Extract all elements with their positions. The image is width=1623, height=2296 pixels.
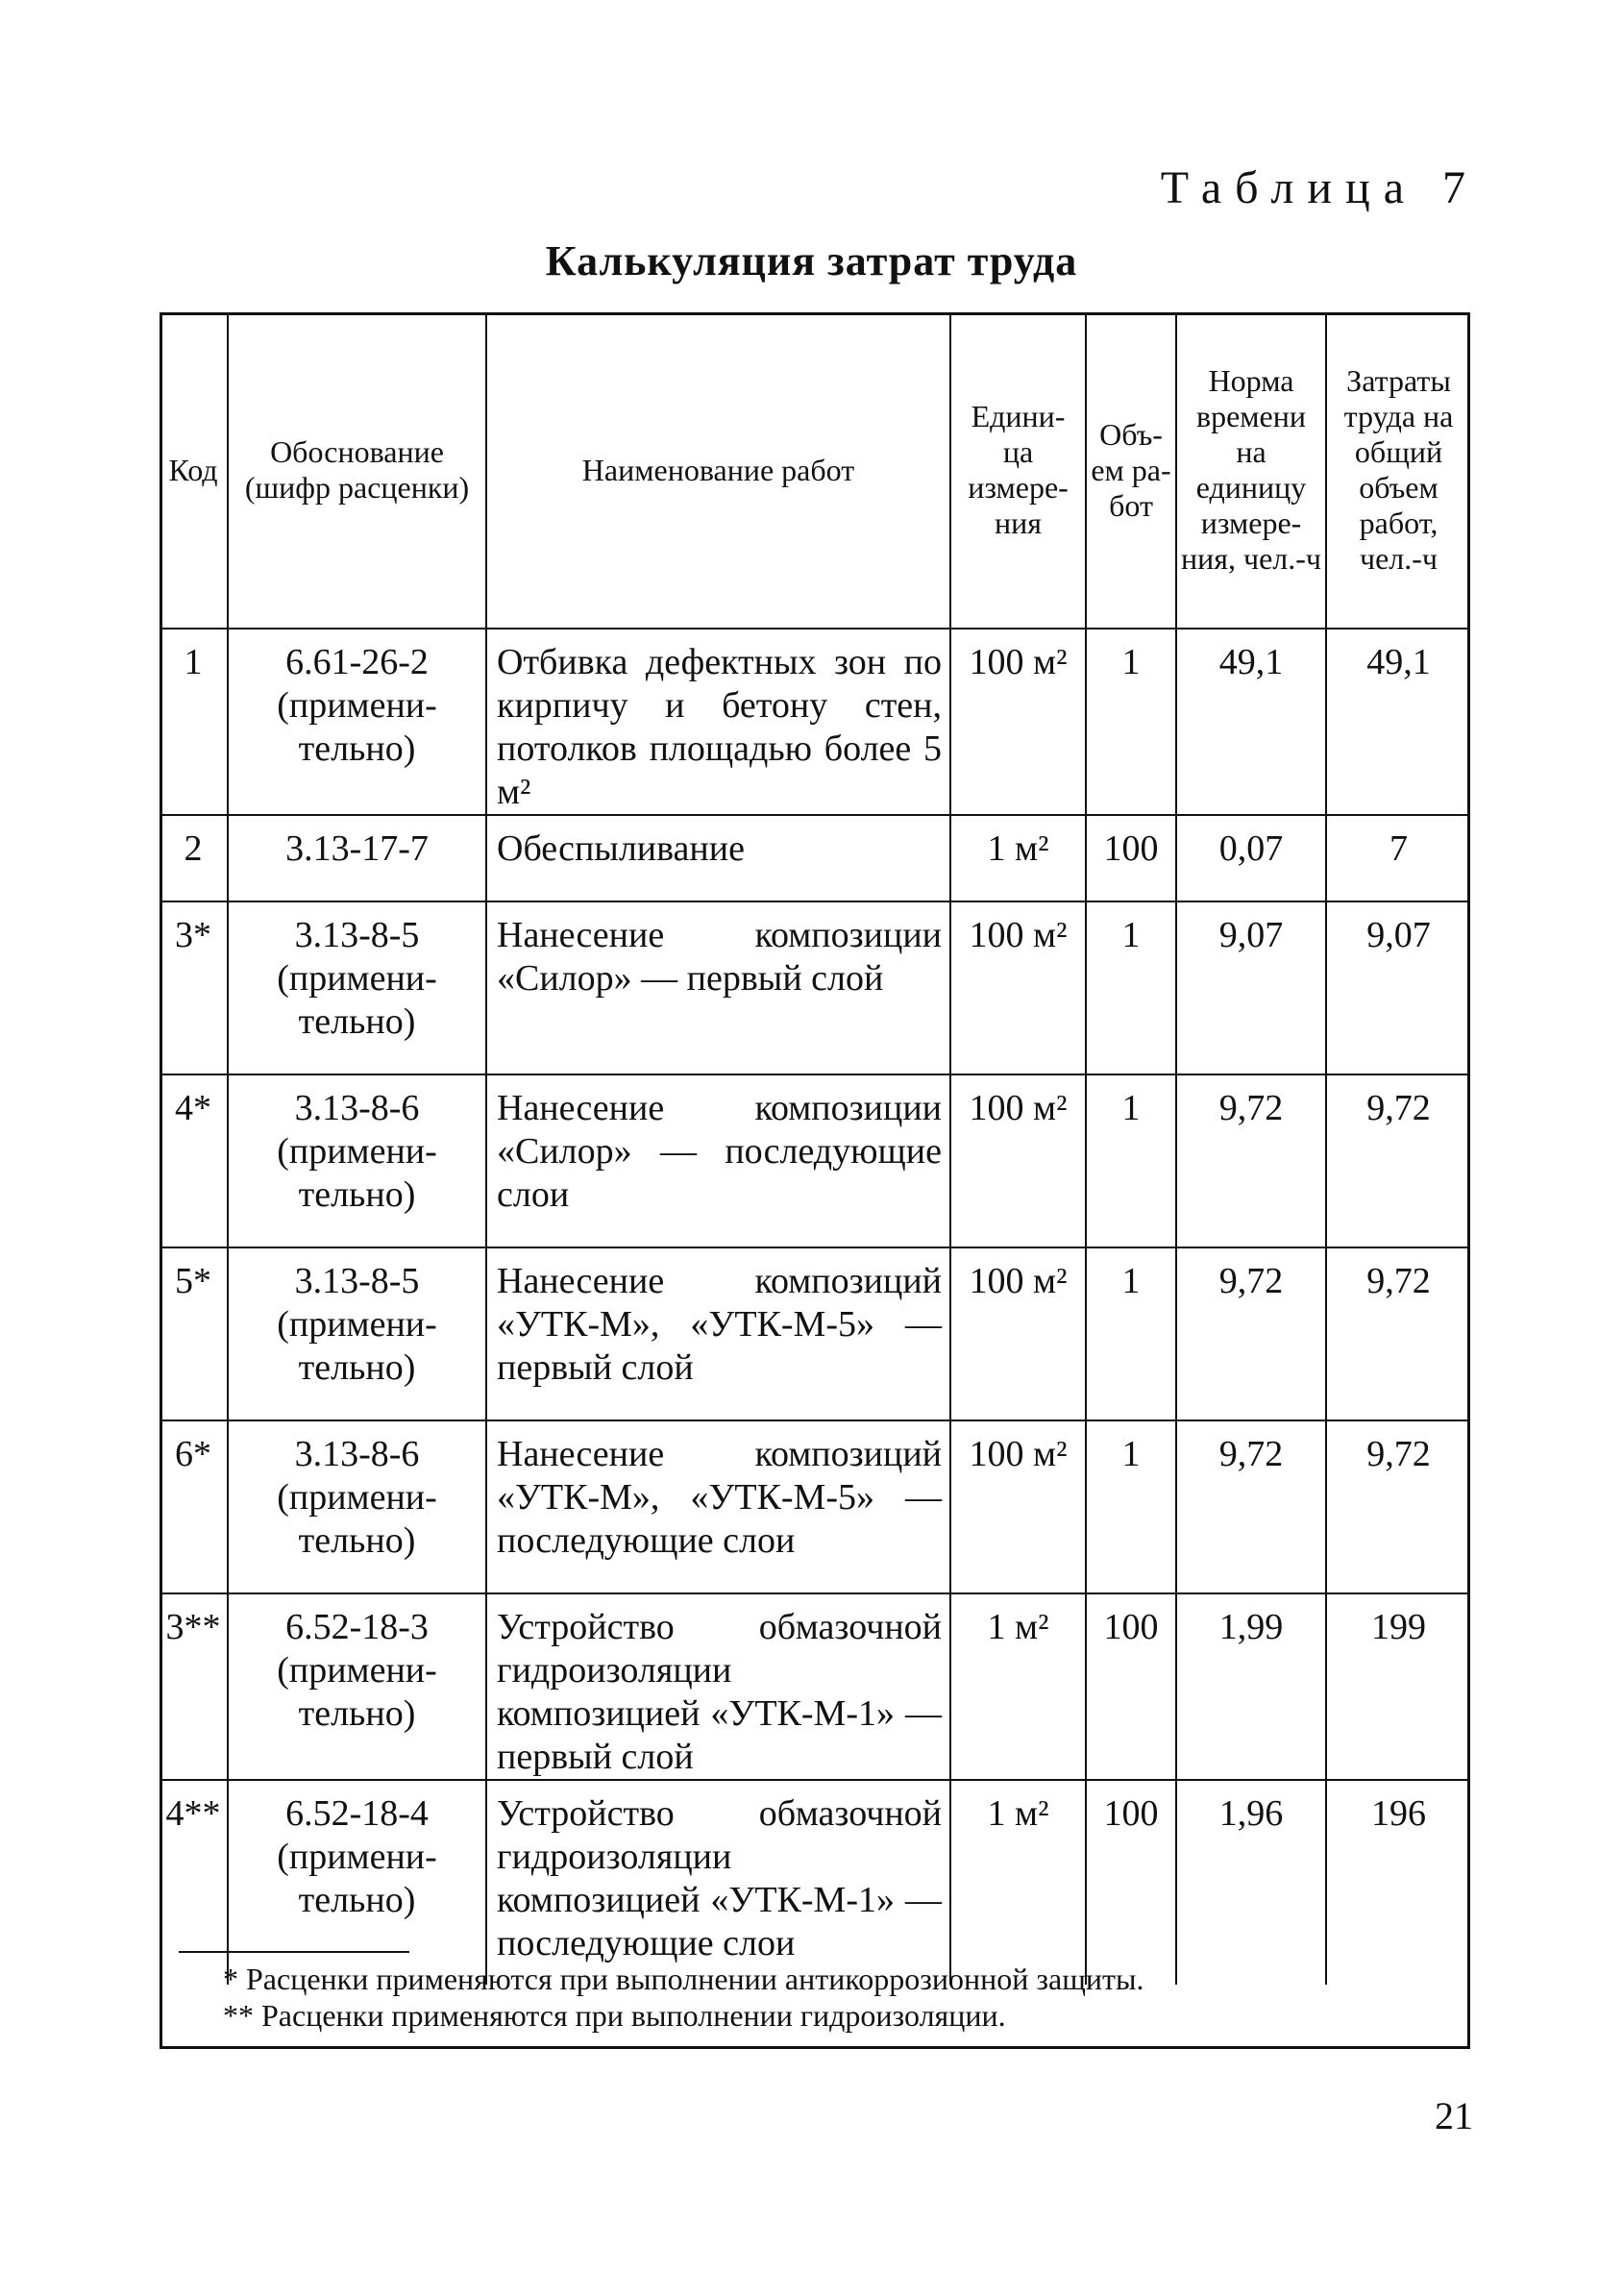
cell-code: 4** xyxy=(160,1780,228,1985)
cell-basis: 3.13-8-5 (примени- тельно) xyxy=(228,901,486,1074)
header-name: Наименование работ xyxy=(486,312,950,629)
header-code: Код xyxy=(160,312,228,629)
cell-name: Отбивка дефектных зон по кирпичу и бетону стен, потолков площадью более 5 м² xyxy=(486,629,950,815)
header-unit: Едини- ца измере- ния xyxy=(950,312,1086,629)
header-norm: Норма времени на единицу измере- ния, чел.-ч xyxy=(1176,312,1326,629)
table-row xyxy=(160,815,1470,901)
cell-basis: 6.52-18-4 (примени- тельно) xyxy=(228,1780,486,1985)
table-row xyxy=(160,901,1470,1074)
cell-code: 3* xyxy=(160,901,228,1074)
cell-unit: 100 м² xyxy=(950,1420,1086,1593)
cell-total: 9,07 xyxy=(1326,901,1470,1074)
cell-code: 4* xyxy=(160,1074,228,1247)
table-row xyxy=(160,1074,1470,1247)
table-row xyxy=(160,1247,1470,1420)
header-total: Затраты труда на общий объем работ, чел.-ч xyxy=(1326,312,1470,629)
cell-basis: 6.61-26-2 (примени- тельно) xyxy=(228,629,486,815)
cell-name: Нанесение композиции «Силор» — последующие слои xyxy=(486,1074,950,1247)
cell-volume: 1 xyxy=(1086,1420,1176,1593)
table-row xyxy=(160,1593,1470,1780)
footnote-single-asterisk: * Расценки применяются при выполнении антикоррозионной защиты. xyxy=(223,1962,1144,1996)
cell-total: 9,72 xyxy=(1326,1074,1470,1247)
cell-norm: 1,99 xyxy=(1176,1593,1326,1780)
cell-volume: 100 xyxy=(1086,1593,1176,1780)
table-label: Таблица 7 xyxy=(1160,162,1479,213)
table-row xyxy=(160,1780,1470,1985)
footnotes xyxy=(223,1961,1143,2034)
cell-name: Устройство обмазочной гидроизоляции композицией «УТК-М-1» — первый слой xyxy=(486,1593,950,1780)
cell-basis: 3.13-8-5 (примени- тельно) xyxy=(228,1247,486,1420)
cell-norm: 9,72 xyxy=(1176,1420,1326,1593)
page-title: Калькуляция затрат труда xyxy=(545,237,1078,284)
table-row xyxy=(160,1420,1470,1593)
footnote-separator xyxy=(179,1951,409,1953)
cell-norm: 9,07 xyxy=(1176,901,1326,1074)
cell-code: 5* xyxy=(160,1247,228,1420)
cell-unit: 1 м² xyxy=(950,1780,1086,1985)
cell-name: Устройство обмазочной гидроизоляции композицией «УТК-М-1» — последующие слои xyxy=(486,1780,950,1985)
cell-code: 3** xyxy=(160,1593,228,1780)
cell-name: Нанесение композиций «УТК-М», «УТК-М-5» — последующие слои xyxy=(486,1420,950,1593)
cell-name: Нанесение композиции «Силор» — первый слой xyxy=(486,901,950,1074)
cell-norm: 1,96 xyxy=(1176,1780,1326,1985)
cell-unit: 1 м² xyxy=(950,815,1086,901)
cell-volume: 1 xyxy=(1086,629,1176,815)
cell-norm: 49,1 xyxy=(1176,629,1326,815)
cell-volume: 1 xyxy=(1086,1074,1176,1247)
cell-volume: 100 xyxy=(1086,815,1176,901)
cell-code: 1 xyxy=(160,629,228,815)
cell-volume: 1 xyxy=(1086,901,1176,1074)
footnote-double-asterisk: ** Расценки применяются при выполнении гидроизоляции. xyxy=(223,1998,1006,2033)
cell-total: 199 xyxy=(1326,1593,1470,1780)
page-number: 21 xyxy=(1435,2094,1473,2137)
header-row xyxy=(160,312,1470,629)
cell-name: Нанесение композиций «УТК-М», «УТК-М-5» — первый слой xyxy=(486,1247,950,1420)
cell-unit: 100 м² xyxy=(950,901,1086,1074)
cell-unit: 1 м² xyxy=(950,1593,1086,1780)
cell-code: 2 xyxy=(160,815,228,901)
cell-unit: 100 м² xyxy=(950,1074,1086,1247)
cell-basis: 3.13-17-7 xyxy=(228,815,486,901)
header-basis: Обоснование (шифр расценки) xyxy=(228,312,486,629)
cell-total: 9,72 xyxy=(1326,1247,1470,1420)
labor-cost-table xyxy=(160,312,1470,1985)
cell-norm: 9,72 xyxy=(1176,1247,1326,1420)
cell-total: 7 xyxy=(1326,815,1470,901)
cell-name: Обеспыливание xyxy=(486,815,950,901)
cell-norm: 0,07 xyxy=(1176,815,1326,901)
header-volume: Объ- ем ра- бот xyxy=(1086,312,1176,629)
cell-basis: 3.13-8-6 (примени- тельно) xyxy=(228,1074,486,1247)
cell-basis: 6.52-18-3 (примени- тельно) xyxy=(228,1593,486,1780)
cell-unit: 100 м² xyxy=(950,629,1086,815)
cell-total: 49,1 xyxy=(1326,629,1470,815)
cell-volume: 1 xyxy=(1086,1247,1176,1420)
cell-volume: 100 xyxy=(1086,1780,1176,1985)
cell-norm: 9,72 xyxy=(1176,1074,1326,1247)
cell-code: 6* xyxy=(160,1420,228,1593)
cell-unit: 100 м² xyxy=(950,1247,1086,1420)
cell-basis: 3.13-8-6 (примени- тельно) xyxy=(228,1420,486,1593)
cell-total: 9,72 xyxy=(1326,1420,1470,1593)
table-row xyxy=(160,629,1470,815)
cell-total: 196 xyxy=(1326,1780,1470,1985)
